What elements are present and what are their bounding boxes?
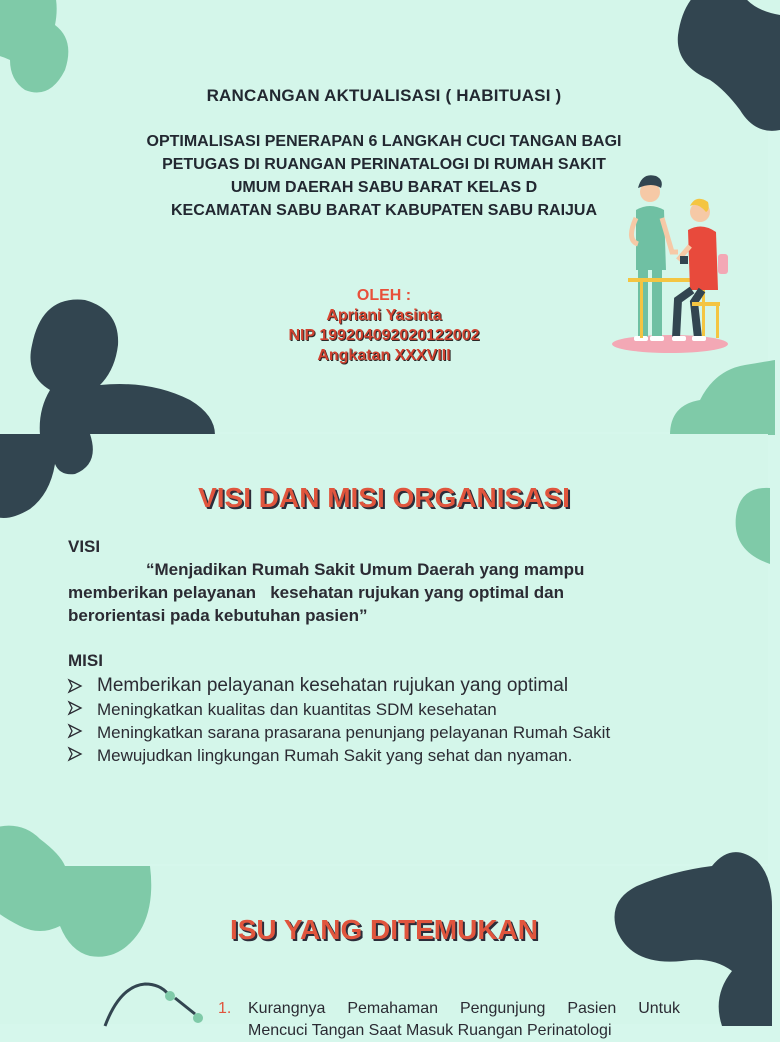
author-name: Apriani Yasinta xyxy=(326,307,442,324)
section-title-issues: ISU YANG DITEMUKAN xyxy=(229,914,539,945)
teal-blob-bottom-left xyxy=(0,824,70,866)
issues-slide xyxy=(0,866,768,1039)
arrowhead-bullet-icon xyxy=(68,679,82,693)
vision-line: memberikan pelayanan kesehatan rujukan yang optimal dan xyxy=(68,583,564,602)
subtitle-line: UMUM DAERAH SABU BARAT KELAS D xyxy=(230,179,538,196)
vision-line: berorientasi pada kebutuhan pasien” xyxy=(68,606,368,625)
vision-mission-slide xyxy=(0,434,768,864)
mission-item-text: Meningkatkan kualitas dan kuantitas SDM kesehatan xyxy=(97,700,497,719)
vision-line: “Menjadikan Rumah Sakit Umum Daerah yang mampu xyxy=(146,560,585,579)
mission-list xyxy=(68,674,610,767)
vision-label: VISI xyxy=(68,537,101,556)
dark-blob-top-right xyxy=(670,0,780,135)
teal-blob-bottom-right xyxy=(665,355,775,435)
list-item xyxy=(68,698,610,721)
nurse-patient-illustration xyxy=(606,170,736,360)
title-slide xyxy=(0,0,768,432)
issue-text-continued: Mencuci Tangan Saat Masuk Ruangan Perinatologi xyxy=(248,1022,612,1039)
author-batch: Angkatan XXXVIII xyxy=(317,347,451,364)
author-label: OLEH : xyxy=(356,287,412,304)
subtitle-line: PETUGAS DI RUANGAN PERINATALOGI DI RUMAH SAKIT xyxy=(162,156,606,173)
list-item xyxy=(68,674,610,698)
vision-text xyxy=(68,558,668,627)
mission-label: MISI xyxy=(68,651,103,670)
list-item xyxy=(68,744,610,767)
mission-item-text: Meningkatkan sarana prasarana penunjang pelayanan Rumah Sakit xyxy=(97,723,611,742)
section-title-vision-mission: VISI DAN MISI ORGANISASI xyxy=(198,482,570,513)
subtitle-line: OPTIMALISASI PENERAPAN 6 LANGKAH CUCI TANGAN BAGI xyxy=(146,133,622,150)
author-nip: NIP 199204092020122002 xyxy=(288,327,480,344)
list-item xyxy=(68,721,610,744)
mission-item-text: Mewujudkan lingkungan Rumah Sakit yang sehat dan nyaman. xyxy=(97,746,573,765)
arrowhead-bullet-icon xyxy=(68,724,82,738)
issue-text: Kurangnya Pemahaman Pengunjung Pasien Untuk xyxy=(248,1000,680,1017)
issue-number: 1. xyxy=(218,1000,232,1017)
slide-title: RANCANGAN AKTUALISASI ( HABITUASI ) xyxy=(206,86,562,105)
mission-item-text: Memberikan pelayanan kesehatan rujukan yang optimal xyxy=(97,675,569,696)
stethoscope-icon xyxy=(100,976,220,1026)
teal-blob-top-left xyxy=(0,0,80,100)
arrowhead-bullet-icon xyxy=(68,747,82,761)
subtitle-line: KECAMATAN SABU BARAT KABUPATEN SABU RAIJUA xyxy=(170,202,598,219)
arrowhead-bullet-icon xyxy=(68,701,82,715)
